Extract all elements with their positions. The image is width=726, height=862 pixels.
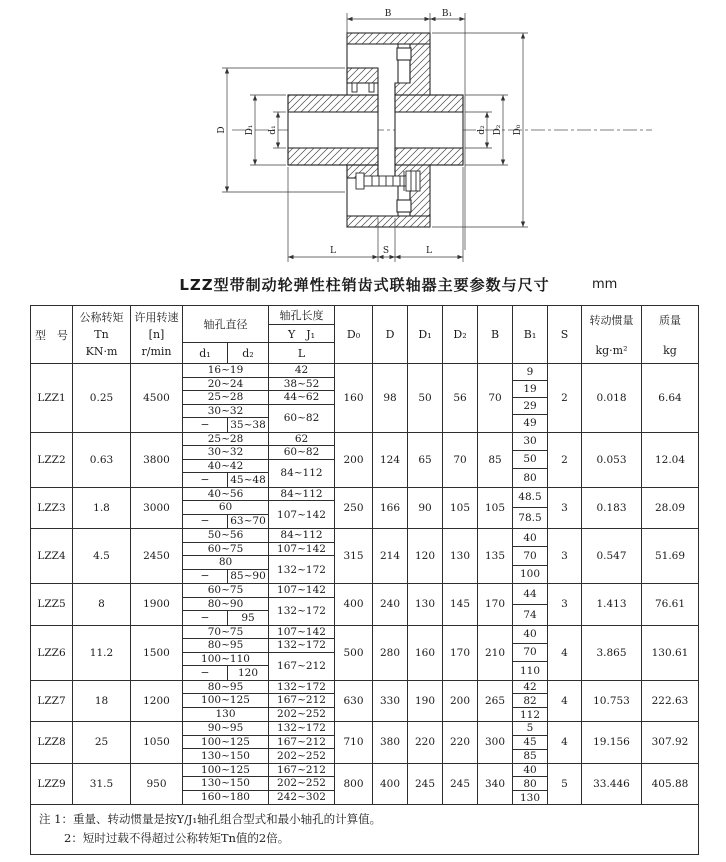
- cell-b: 170: [478, 584, 513, 625]
- cell-bore: 60~75: [183, 584, 269, 597]
- cell-bore: 20~24: [183, 378, 269, 391]
- cell-d: 98: [373, 364, 408, 432]
- cell-length: 107~142: [277, 508, 326, 521]
- cell-d: 124: [373, 433, 408, 487]
- header-L: L: [297, 346, 306, 360]
- cell-speed: 1500: [131, 626, 183, 680]
- cell-mass: 6.64: [658, 391, 682, 404]
- cell-bore-d1: −: [183, 418, 228, 432]
- cell-d1cap: 160: [408, 626, 443, 680]
- bore-length-block: [183, 433, 335, 487]
- cell-bore: 80: [183, 556, 268, 570]
- note-line-2: 2：短时过载不得超过公称转矩Tn值的2倍。: [64, 830, 290, 845]
- cell-bore: 160~180: [183, 791, 269, 805]
- header-B1: B₁: [513, 306, 548, 363]
- dim-label-L-left: L: [330, 246, 336, 256]
- cell-b1-stack: [513, 722, 548, 763]
- cell-bore: 80~95: [183, 639, 269, 652]
- cell-bore: 100~125: [183, 764, 269, 777]
- cell-mass: 51.69: [654, 550, 686, 562]
- cell-torque: 25: [73, 722, 131, 763]
- cell-length: 84~112: [280, 467, 323, 479]
- header-bore-length: [269, 306, 335, 363]
- cell-d0: 710: [335, 722, 373, 763]
- cell-length: 60~82: [283, 446, 320, 459]
- cell-speed: 4500: [131, 364, 183, 432]
- cell-bore: 30~32: [183, 446, 269, 459]
- cell-b1: 49: [523, 417, 537, 430]
- header-mass-line2: kg: [663, 344, 677, 357]
- cell-bore-d1: −: [183, 570, 228, 584]
- cell-b1-stack: [513, 764, 548, 805]
- cell-torque: 18: [73, 681, 131, 722]
- cell-d1cap: 130: [408, 584, 443, 625]
- cell-bore: 25~28: [183, 433, 269, 446]
- cell-length: 84~112: [280, 529, 323, 542]
- cell-d: 214: [373, 529, 408, 583]
- dim-label-B: B: [384, 9, 392, 19]
- cell-d2cap: 56: [443, 364, 478, 432]
- cell-d: 166: [373, 488, 408, 529]
- cell-b1: 19: [513, 381, 547, 398]
- cell-d0: 630: [335, 681, 373, 722]
- header-speed-line2: [n]: [148, 327, 165, 341]
- cell-length: 167~212: [277, 763, 326, 776]
- cell-inertia: 3.865: [582, 626, 642, 680]
- cell-s: 4: [548, 722, 582, 763]
- cell-length: 60~82: [283, 412, 320, 424]
- bore-length-block: [183, 529, 335, 583]
- cell-d1cap: 120: [408, 529, 443, 583]
- cell-length: 38~52: [283, 377, 320, 390]
- header-torque: [73, 306, 131, 363]
- cell-inertia: 0.547: [582, 529, 642, 583]
- header-D: D: [373, 306, 408, 363]
- dim-label-S: S: [382, 246, 390, 256]
- cell-mass: 307.92: [651, 736, 689, 749]
- cell-bore-d2: 45~48: [230, 473, 266, 486]
- cell-b1-stack: [513, 584, 548, 625]
- cell-mass: 76.61: [654, 598, 686, 611]
- cell-bore-d2: 120: [237, 666, 259, 679]
- cell-length: 202~252: [277, 777, 326, 790]
- bore-length-block: [183, 488, 335, 529]
- dim-label-B1: B₁: [441, 9, 453, 19]
- cell-bore-d1: −: [183, 473, 228, 487]
- row-group-lzz5: [31, 584, 698, 626]
- cell-d2cap: 245: [443, 764, 478, 805]
- cell-d0: 400: [335, 584, 373, 625]
- cell-d0: 250: [335, 488, 373, 529]
- cell-bore-d1: −: [183, 666, 228, 680]
- row-group-lzz9: [31, 764, 698, 806]
- cell-length: 42: [294, 364, 309, 377]
- cell-d1cap: 190: [408, 681, 443, 722]
- unit-label: mm: [592, 277, 618, 292]
- cell-d2cap: 145: [443, 584, 478, 625]
- cell-d2cap: 170: [443, 626, 478, 680]
- cell-speed: 1900: [131, 584, 183, 625]
- cell-s: 4: [548, 626, 582, 680]
- header-torque-line3: KN·m: [85, 344, 118, 358]
- cell-b1-stack: [513, 364, 548, 432]
- cell-bore: 30~32: [183, 405, 268, 419]
- table-title: LZZ型带制动轮弹性柱销齿式联轴器主要参数与尺寸: [179, 276, 550, 294]
- cell-inertia: 1.413: [582, 584, 642, 625]
- coupling-section-drawing: [0, 0, 726, 270]
- cell-bore: 40~42: [183, 460, 268, 474]
- dim-label-L-right: L: [426, 246, 432, 256]
- cell-inertia: 33.446: [582, 764, 642, 805]
- row-group-lzz1: [31, 364, 698, 433]
- parameters-table: [30, 305, 699, 855]
- row-group-lzz4: [31, 529, 698, 584]
- cell-b1: 80: [513, 777, 547, 791]
- dim-label-d2: d₂: [477, 125, 487, 135]
- cell-b1: 48.5: [513, 488, 547, 509]
- cell-inertia: 19.156: [582, 722, 642, 763]
- cell-length: 132~172: [277, 639, 326, 652]
- note-line-1: 注 1：重量、转动惯量是按Y/J₁轴孔组合型式和最小轴孔的计算值。: [39, 812, 382, 826]
- cell-b1: 42: [513, 681, 547, 695]
- cell-bore: 130~150: [183, 777, 269, 790]
- cell-inertia: 0.018: [582, 364, 642, 432]
- cell-d: 240: [373, 584, 408, 625]
- cell-bore-d1: −: [183, 515, 228, 529]
- cell-length: 167~212: [277, 694, 326, 707]
- cell-model: LZZ5: [31, 584, 73, 625]
- cell-d1cap: 50: [408, 364, 443, 432]
- cell-speed: 1200: [131, 681, 183, 722]
- cell-length: 132~172: [277, 605, 326, 617]
- cell-d: 330: [373, 681, 408, 722]
- cell-length: 107~142: [277, 584, 326, 597]
- cell-b1: 29: [513, 398, 547, 415]
- cell-b1: 40: [513, 626, 547, 644]
- cell-b1: 112: [519, 708, 541, 721]
- cell-s: 3: [548, 529, 582, 583]
- cell-bore: 100~125: [183, 694, 269, 707]
- cell-model: LZZ6: [31, 626, 73, 680]
- cell-b1: 45: [513, 736, 547, 750]
- cell-model: LZZ1: [31, 364, 73, 432]
- cell-length: 202~252: [277, 708, 326, 721]
- cell-bore: 100~110: [183, 653, 268, 667]
- cell-d0: 200: [335, 433, 373, 487]
- bore-length-block: [183, 584, 335, 625]
- bore-length-block: [183, 681, 335, 722]
- dim-label-D1: D₁: [245, 124, 255, 136]
- cell-bore-d2: 85~90: [230, 570, 266, 583]
- cell-d2cap: 130: [443, 529, 478, 583]
- cell-b: 340: [478, 764, 513, 805]
- cell-length: 167~212: [277, 660, 326, 672]
- cell-s: 2: [548, 433, 582, 487]
- cell-bore: 80~90: [183, 598, 268, 612]
- cell-b1-stack: [513, 626, 548, 680]
- row-group-lzz7: [31, 681, 698, 723]
- title-row: [30, 274, 699, 295]
- cell-mass: 222.63: [651, 694, 689, 707]
- cell-torque: 11.2: [73, 626, 131, 680]
- cell-model: LZZ3: [31, 488, 73, 529]
- cell-bore: 25~28: [183, 391, 269, 404]
- header-model: 型 号: [31, 306, 73, 363]
- cell-bore: 16~19: [183, 364, 269, 377]
- header-inertia-line1: 转动惯量: [589, 314, 634, 327]
- cell-b1: 130: [519, 791, 541, 804]
- cell-bore: 70~75: [183, 626, 269, 639]
- cell-b1: 70: [513, 547, 547, 565]
- cell-s: 2: [548, 364, 582, 432]
- cell-b1: 78.5: [518, 512, 542, 525]
- cell-b: 300: [478, 722, 513, 763]
- cell-b1-stack: [513, 681, 548, 722]
- bore-length-block: [183, 764, 335, 805]
- cell-b1: 50: [513, 451, 547, 469]
- cell-b1: 82: [513, 694, 547, 708]
- cell-b1: 80: [523, 471, 537, 484]
- cell-model: LZZ2: [31, 433, 73, 487]
- cell-bore: 90~95: [183, 722, 269, 735]
- cell-s: 3: [548, 584, 582, 625]
- cell-bore: 130: [183, 708, 269, 722]
- cell-b: 105: [478, 488, 513, 529]
- header-inertia: [582, 306, 642, 363]
- cell-length: 62: [294, 432, 309, 445]
- cell-b: 135: [478, 529, 513, 583]
- cell-d1cap: 245: [408, 764, 443, 805]
- cell-inertia: 0.053: [582, 433, 642, 487]
- cell-bore: 60~75: [183, 543, 269, 556]
- cell-speed: 3000: [131, 488, 183, 529]
- cell-mass: 405.88: [651, 777, 689, 790]
- header-S: S: [548, 306, 582, 363]
- cell-bore: 130~150: [183, 749, 269, 763]
- cell-torque: 31.5: [73, 764, 131, 805]
- cell-b1-stack: [513, 488, 548, 529]
- bore-length-block: [183, 626, 335, 680]
- cell-bore-d2: 95: [241, 611, 255, 624]
- dim-label-D2: D₂: [493, 124, 503, 136]
- cell-d1cap: 220: [408, 722, 443, 763]
- cell-b1: 30: [513, 433, 547, 451]
- cell-bore-d2: 63~70: [230, 515, 266, 528]
- cell-s: 4: [548, 681, 582, 722]
- cell-model: LZZ9: [31, 764, 73, 805]
- cell-d0: 500: [335, 626, 373, 680]
- cell-d0: 315: [335, 529, 373, 583]
- cell-b: 265: [478, 681, 513, 722]
- cell-s: 3: [548, 488, 582, 529]
- cell-model: LZZ8: [31, 722, 73, 763]
- cell-model: LZZ7: [31, 681, 73, 722]
- row-group-lzz2: [31, 433, 698, 488]
- dim-label-D: D: [217, 126, 227, 134]
- cell-torque: 0.63: [73, 433, 131, 487]
- cell-b1: 40: [513, 529, 547, 547]
- cell-length: 202~252: [277, 749, 326, 762]
- cell-mass: 12.04: [654, 453, 686, 466]
- cell-torque: 1.8: [73, 488, 131, 529]
- cell-d0: 800: [335, 764, 373, 805]
- cell-bore: 40~56: [183, 488, 269, 501]
- header-mass: [642, 306, 698, 363]
- cell-bore: 60: [183, 501, 268, 515]
- header-torque-line1: 公称转矩: [79, 310, 124, 324]
- bore-length-block: [183, 722, 335, 763]
- header-speed-line3: r/min: [141, 344, 172, 358]
- cell-length: 242~302: [277, 791, 326, 804]
- dim-label-D0: D₀: [513, 124, 523, 136]
- cell-b1: 9: [513, 364, 547, 381]
- header-torque-line2: Tn: [94, 327, 109, 341]
- header-speed-line1: 许用转速: [134, 310, 179, 324]
- header-bore-length-label: 轴孔长度: [269, 306, 334, 325]
- cell-length: 107~142: [277, 625, 326, 638]
- row-group-lzz3: [31, 488, 698, 530]
- cell-d: 400: [373, 764, 408, 805]
- cell-bore-d2: 35~38: [230, 418, 266, 431]
- cell-bore: 50~56: [183, 529, 269, 542]
- cell-s: 5: [548, 764, 582, 805]
- bore-length-block: [183, 364, 335, 432]
- header-inertia-line2: kg·m²: [595, 344, 628, 357]
- dim-label-d1: d₁: [268, 125, 278, 135]
- cell-b1: 74: [523, 608, 537, 621]
- cell-b: 70: [478, 364, 513, 432]
- cell-b1: 44: [513, 584, 547, 605]
- cell-b: 210: [478, 626, 513, 680]
- cell-inertia: 0.183: [582, 488, 642, 529]
- cell-speed: 1050: [131, 722, 183, 763]
- cell-b1: 100: [519, 568, 541, 581]
- cell-b1: 85: [523, 750, 537, 763]
- cell-inertia: 10.753: [582, 681, 642, 722]
- cell-bore-d1: −: [183, 611, 228, 625]
- cell-length: 167~212: [277, 735, 326, 748]
- table-header: [31, 306, 698, 364]
- cell-length: 132~172: [277, 680, 326, 693]
- cell-d2cap: 105: [443, 488, 478, 529]
- header-D0: D₀: [335, 306, 373, 363]
- cell-bore: 100~125: [183, 736, 269, 749]
- cell-length: 107~142: [277, 542, 326, 555]
- cell-length: 84~112: [280, 487, 323, 500]
- cell-b1: 5: [513, 722, 547, 736]
- header-d1: d₁: [183, 343, 228, 363]
- cell-d2cap: 220: [443, 722, 478, 763]
- cell-d0: 160: [335, 364, 373, 432]
- cell-length: 132~172: [277, 563, 326, 576]
- cell-model: LZZ4: [31, 529, 73, 583]
- cell-b1-stack: [513, 433, 548, 487]
- cell-length: 44~62: [283, 391, 320, 404]
- cell-mass: 130.61: [651, 646, 689, 659]
- cell-torque: 8: [73, 584, 131, 625]
- cell-d2cap: 200: [443, 681, 478, 722]
- header-d2: d₂: [242, 346, 254, 360]
- cell-d2cap: 70: [443, 433, 478, 487]
- header-bore-diameter: [183, 306, 269, 363]
- header-speed: [131, 306, 183, 363]
- header-y-j1: Y J₁: [269, 325, 334, 344]
- header-D2: D₂: [443, 306, 478, 363]
- table-notes: [31, 805, 698, 854]
- cell-speed: 950: [131, 764, 183, 805]
- cell-speed: 3800: [131, 433, 183, 487]
- header-mass-line1: 质量: [659, 314, 681, 327]
- cell-torque: 0.25: [73, 364, 131, 432]
- cell-d: 380: [373, 722, 408, 763]
- cell-b1: 40: [513, 764, 547, 778]
- cell-torque: 4.5: [73, 529, 131, 583]
- cell-d: 280: [373, 626, 408, 680]
- header-D1: D₁: [408, 306, 443, 363]
- cell-d1cap: 65: [408, 433, 443, 487]
- coupling-outline: [288, 33, 463, 227]
- cell-length: 132~172: [277, 722, 326, 735]
- row-group-lzz8: [31, 722, 698, 764]
- cell-mass: 28.09: [654, 501, 686, 514]
- row-group-lzz6: [31, 626, 698, 681]
- header-B: B: [478, 306, 513, 363]
- cell-d1cap: 90: [408, 488, 443, 529]
- header-bore-diameter-label: 轴孔直径: [183, 306, 268, 343]
- cell-b1: 70: [513, 644, 547, 662]
- cell-b: 85: [478, 433, 513, 487]
- cell-b1: 110: [519, 664, 541, 677]
- cell-b1-stack: [513, 529, 548, 583]
- cell-bore: 80~95: [183, 681, 269, 694]
- cell-speed: 2450: [131, 529, 183, 583]
